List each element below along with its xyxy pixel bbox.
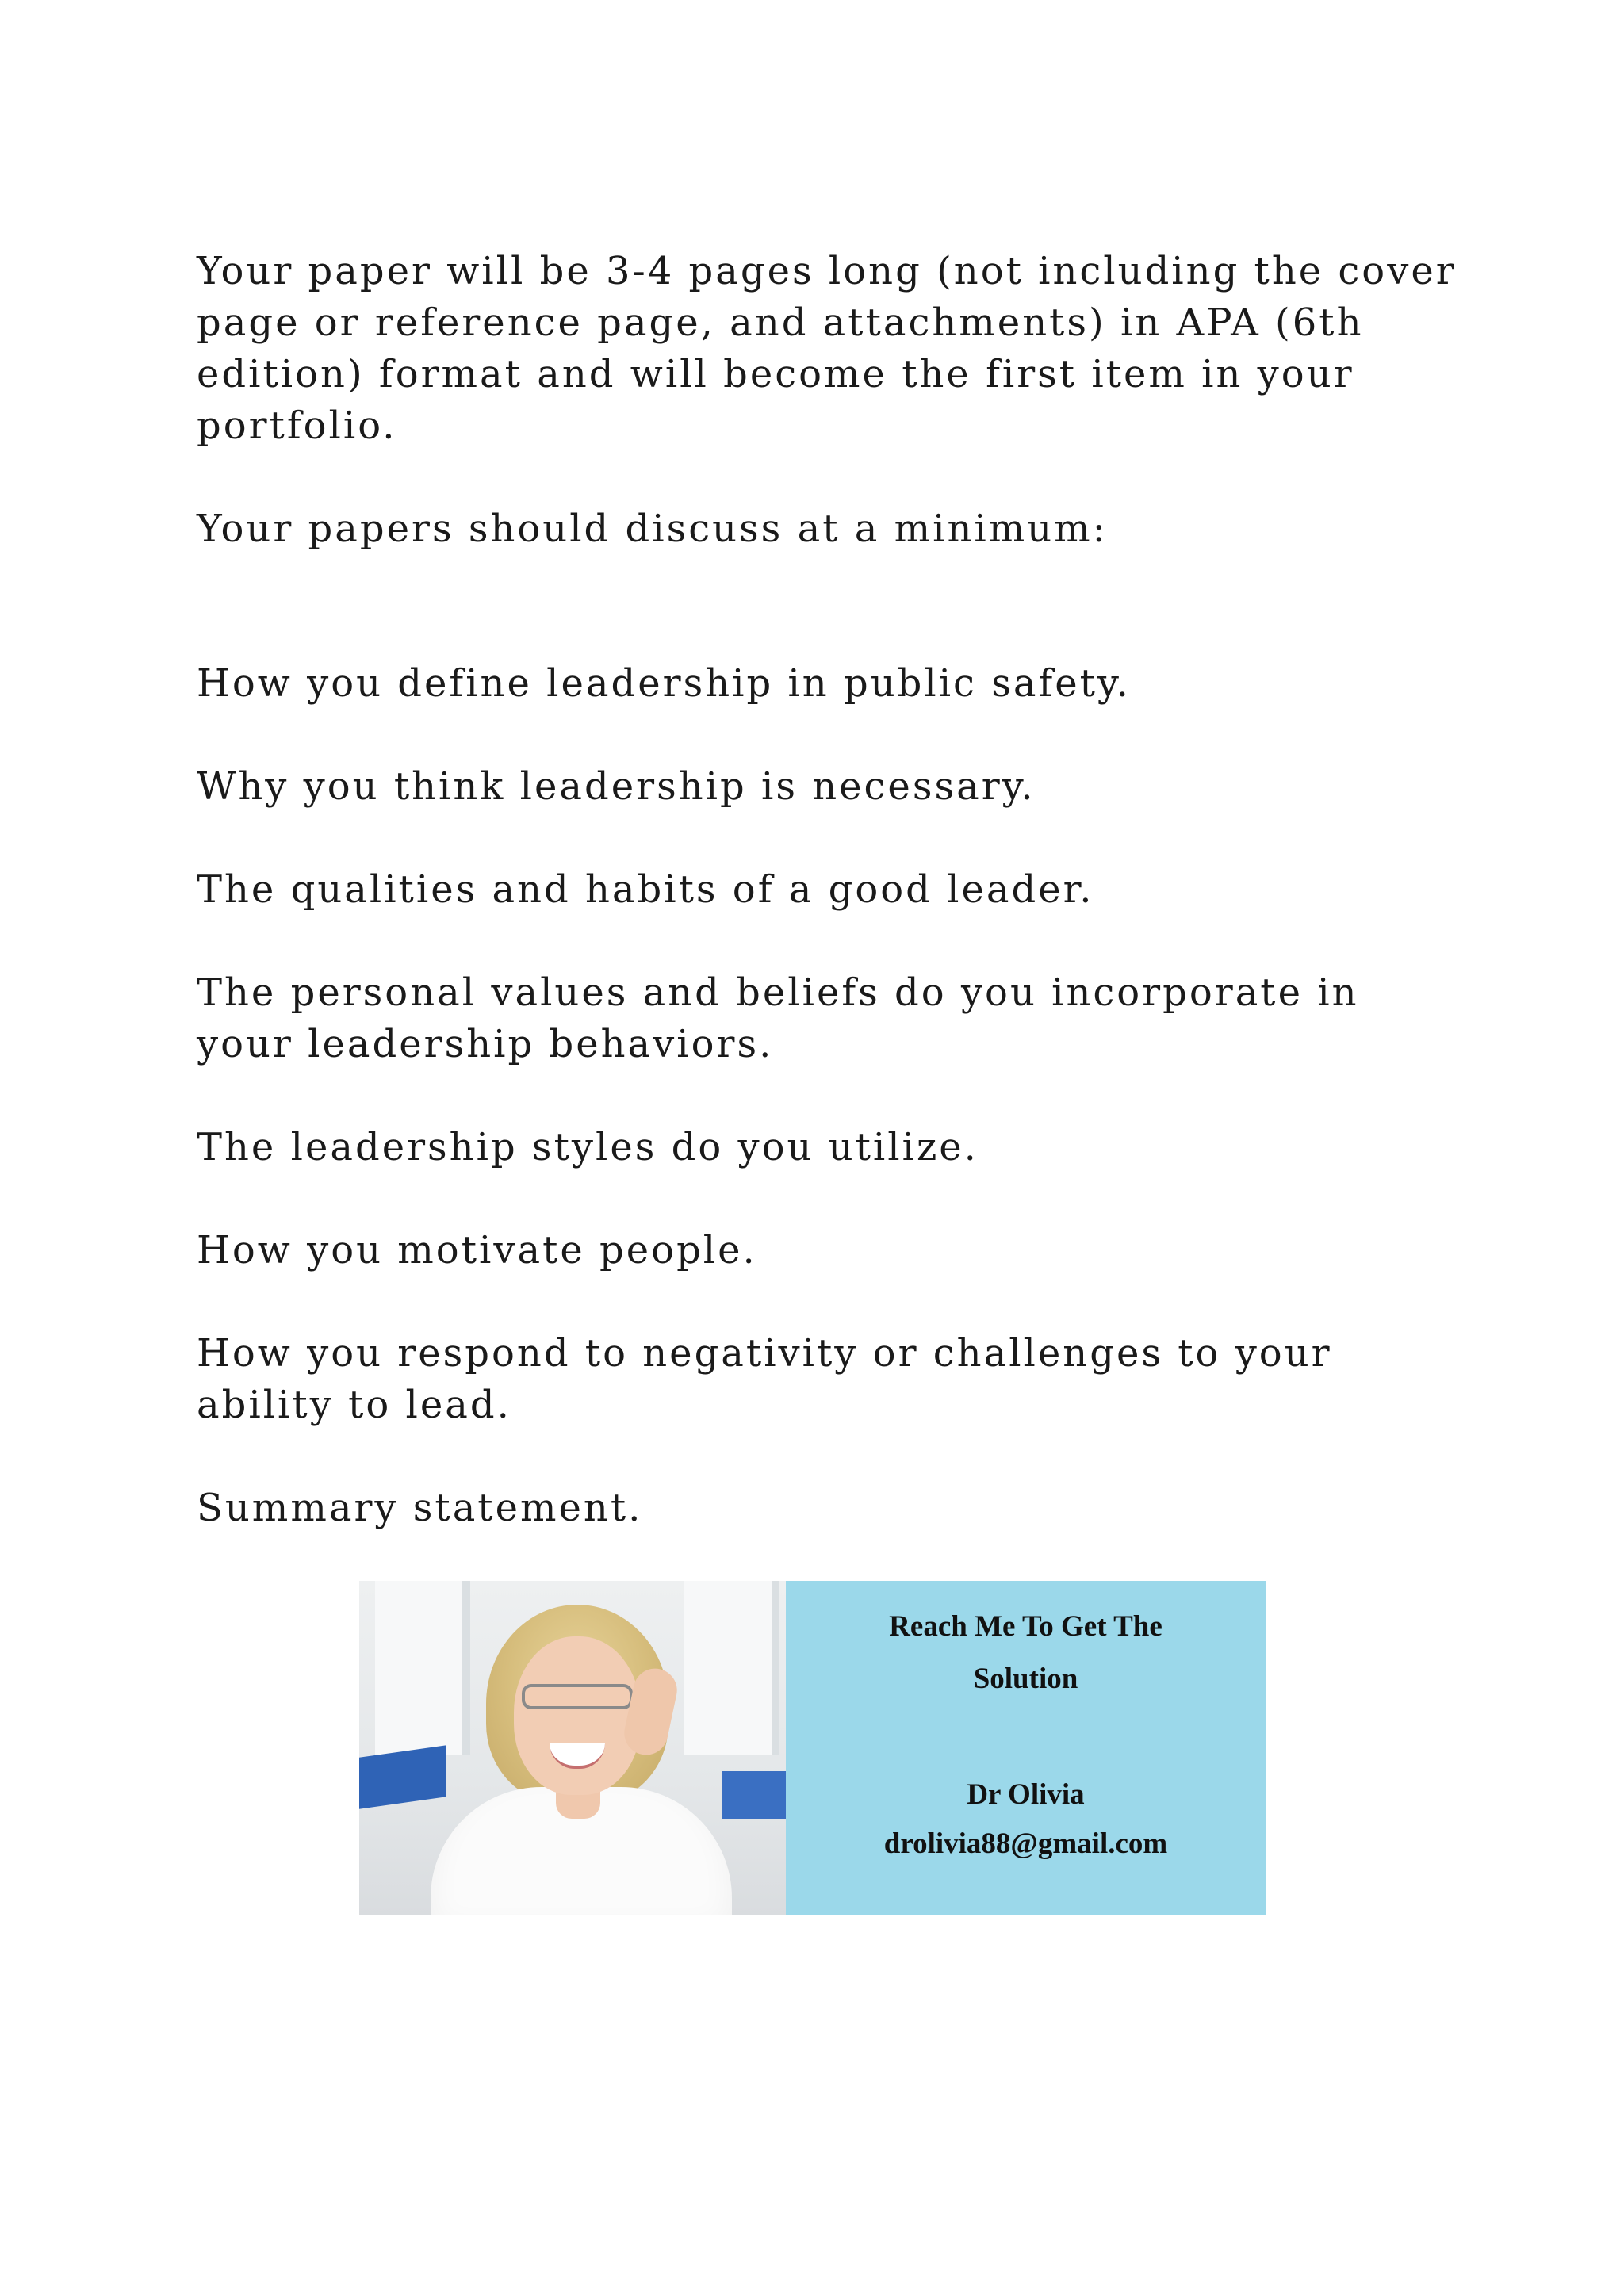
requirement-item: How you define leadership in public safety. bbox=[197, 661, 1131, 706]
requirement-item: The qualities and habits of a good leader. bbox=[197, 867, 1094, 912]
intro-paragraph: Your paper will be 3-4 pages long (not including the cover page or reference page, and attachments) in APA (6th edition) format and will become the first item in your portfolio. bbox=[197, 249, 1457, 448]
contact-email: drolivia88@gmail.com bbox=[883, 1827, 1168, 1860]
assignment-text bbox=[197, 246, 1465, 1586]
requirement-item: The leadership styles do you utilize. bbox=[197, 1125, 979, 1169]
banner-headline-line-2: Solution bbox=[973, 1663, 1078, 1695]
woman-photo bbox=[359, 1581, 786, 1915]
requirement-item: Why you think leadership is necessary. bbox=[197, 764, 1036, 809]
requirement-item: How you motivate people. bbox=[197, 1228, 757, 1272]
requirement-item: How you respond to negativity or challenges to your ability to lead. bbox=[197, 1331, 1332, 1427]
requirement-item: The personal values and beliefs do you incorporate in your leadership behaviors. bbox=[197, 970, 1359, 1066]
contact-panel bbox=[786, 1581, 1266, 1915]
contact-banner bbox=[359, 1581, 1266, 1915]
banner-headline-line-1: Reach Me To Get The bbox=[889, 1610, 1162, 1643]
requirement-item: Summary statement. bbox=[197, 1486, 643, 1530]
lead-paragraph: Your papers should discuss at a minimum: bbox=[197, 507, 1108, 551]
contact-name: Dr Olivia bbox=[967, 1778, 1085, 1811]
